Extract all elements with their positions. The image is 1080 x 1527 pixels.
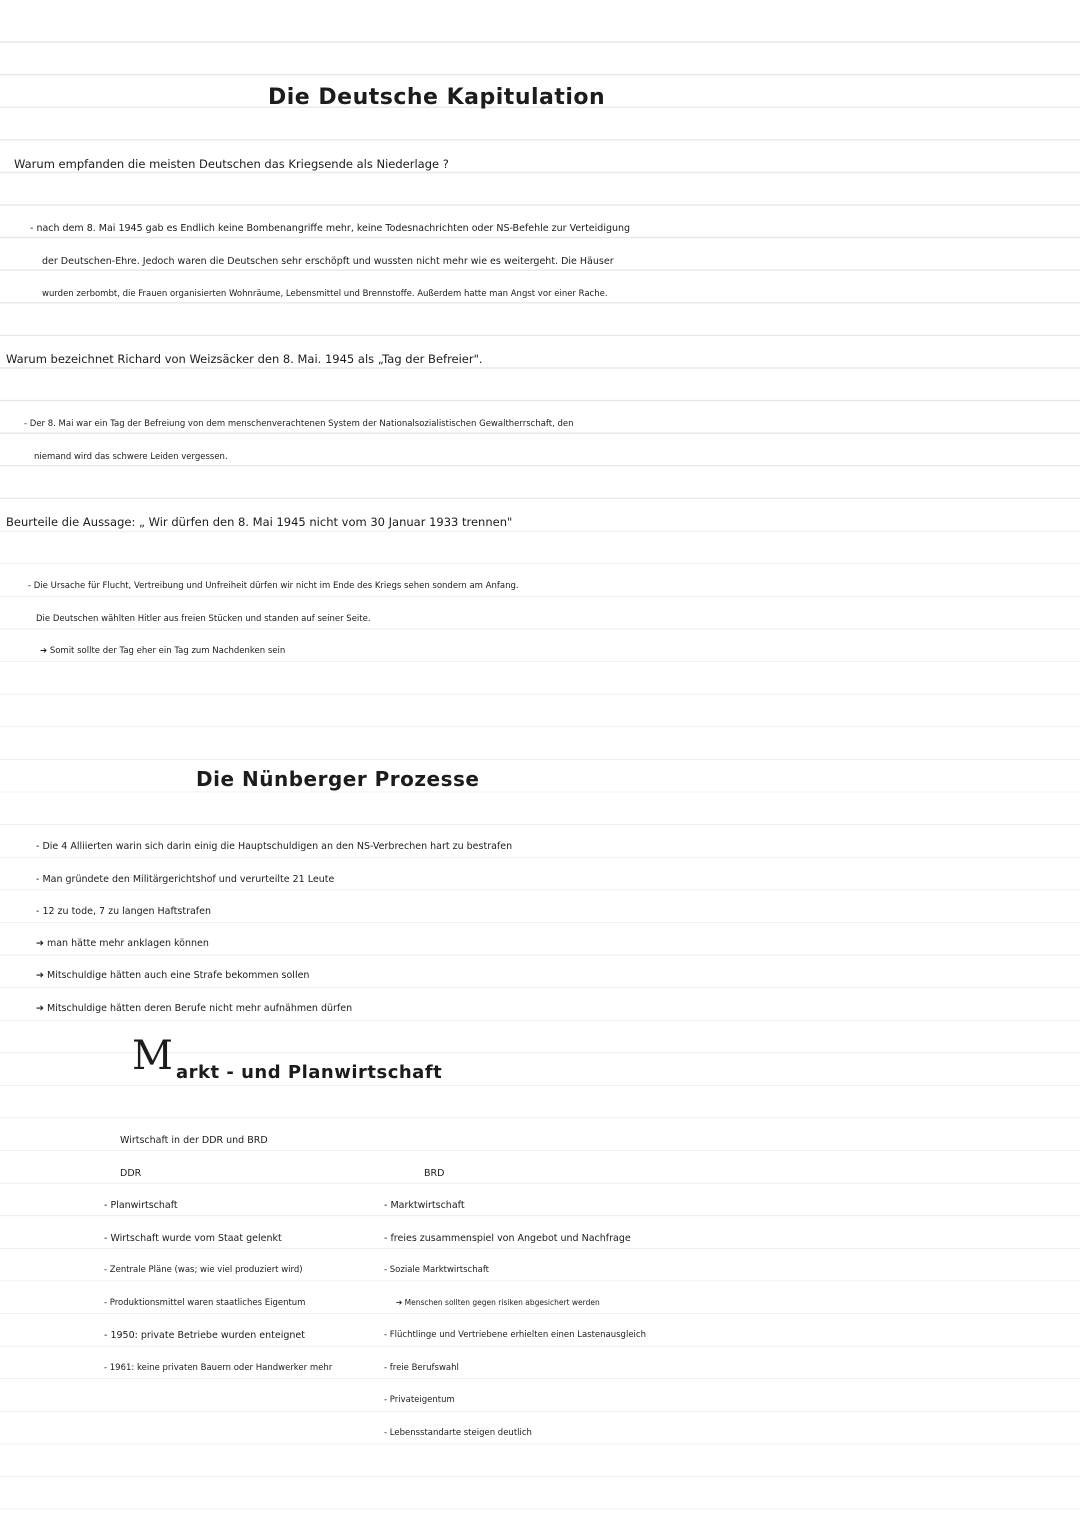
answer-2-line-2: niemand wird das schwere Leiden vergessen. xyxy=(34,452,228,462)
brd-header: BRD xyxy=(424,1168,445,1179)
brd-item: - Marktwirtschaft xyxy=(384,1200,465,1211)
brd-item: ➔ Menschen sollten gegen risiken abgesichert werden xyxy=(396,1298,600,1307)
ddr-header: DDR xyxy=(120,1168,142,1179)
nuernberg-item: - 12 zu tode, 7 zu langen Haftstrafen xyxy=(36,906,212,917)
question-3: Beurteile die Aussage: „ Wir dürfen den 8. Mai 1945 nicht vom 30 Januar 1933 trennen" xyxy=(6,515,513,529)
ddr-item: - Planwirtschaft xyxy=(104,1200,178,1211)
section-title-nuernberg: Die Nünberger Prozesse xyxy=(196,767,480,791)
ddr-item: - Zentrale Pläne (was; wie viel produziert wird) xyxy=(104,1265,303,1275)
ddr-item: - 1950: private Betriebe wurden enteignet xyxy=(104,1330,305,1341)
answer-3-line-1: - Die Ursache für Flucht, Vertreibung und Unfreiheit dürfen wir nicht im Ende des Kriegs sehen sondern am Anfang. xyxy=(28,581,519,591)
nuernberg-item: ➔ Mitschuldige hätten deren Berufe nicht mehr aufnähmen dürfen xyxy=(36,1003,353,1014)
brd-item: - Flüchtlinge und Vertriebene erhielten einen Lastenausgleich xyxy=(384,1330,646,1340)
section-title-wirtschaft: arkt - und Planwirtschaft xyxy=(176,1062,443,1083)
question-1: Warum empfanden die meisten Deutschen das Kriegsende als Niederlage ? xyxy=(14,157,449,171)
brd-item: - freie Berufswahl xyxy=(384,1363,459,1373)
answer-3-line-3: ➔ Somit sollte der Tag eher ein Tag zum Nachdenken sein xyxy=(40,646,286,656)
answer-2-line-1: - Der 8. Mai war ein Tag der Befreiung von dem menschenverachtenen System der Nationalsozialistischen Gewaltherrschaft, den xyxy=(24,419,574,429)
brd-item: - Lebensstandarte steigen deutlich xyxy=(384,1428,532,1438)
answer-1-line-2: der Deutschen-Ehre. Jedoch waren die Deutschen sehr erschöpft und wussten nicht mehr wie es weitergeht. Die Häuser xyxy=(42,256,614,267)
ddr-item: - 1961: keine privaten Bauern oder Handwerker mehr xyxy=(104,1363,333,1373)
ddr-item: - Wirtschaft wurde vom Staat gelenkt xyxy=(104,1233,282,1244)
section-title-wirtschaft-initial: M xyxy=(132,1033,173,1079)
answer-1-line-1: - nach dem 8. Mai 1945 gab es Endlich keine Bombenangriffe mehr, keine Todesnachrichten oder NS-Befehle zur Verteidigung xyxy=(30,223,631,234)
brd-item: - Privateigentum xyxy=(384,1395,455,1405)
answer-1-line-3: wurden zerbombt, die Frauen organisierten Wohnräume, Lebensmittel und Brennstoffe. Außerdem hatte man Angst vor einer Rache. xyxy=(42,289,608,299)
nuernberg-item: - Man gründete den Militärgerichtshof und verurteilte 21 Leute xyxy=(36,874,335,885)
wirtschaft-subtitle: Wirtschaft in der DDR und BRD xyxy=(120,1135,268,1146)
answer-3-line-2: Die Deutschen wählten Hitler aus freien Stücken und standen auf seiner Seite. xyxy=(36,614,371,624)
question-2: Warum bezeichnet Richard von Weizsäcker den 8. Mai. 1945 als „Tag der Befreier". xyxy=(6,352,483,366)
nuernberg-item: ➔ Mitschuldige hätten auch eine Strafe bekommen sollen xyxy=(36,970,310,981)
section-title-kapitulation: Die Deutsche Kapitulation xyxy=(268,85,606,110)
brd-item: - freies zusammenspiel von Angebot und Nachfrage xyxy=(384,1233,631,1244)
ddr-item: - Produktionsmittel waren staatliches Eigentum xyxy=(104,1298,306,1308)
brd-item: - Soziale Marktwirtschaft xyxy=(384,1265,489,1275)
nuernberg-item: - Die 4 Alliierten warin sich darin einig die Hauptschuldigen an den NS-Verbrechen hart zu bestrafen xyxy=(36,841,513,852)
nuernberg-item: ➔ man hätte mehr anklagen können xyxy=(36,938,209,949)
